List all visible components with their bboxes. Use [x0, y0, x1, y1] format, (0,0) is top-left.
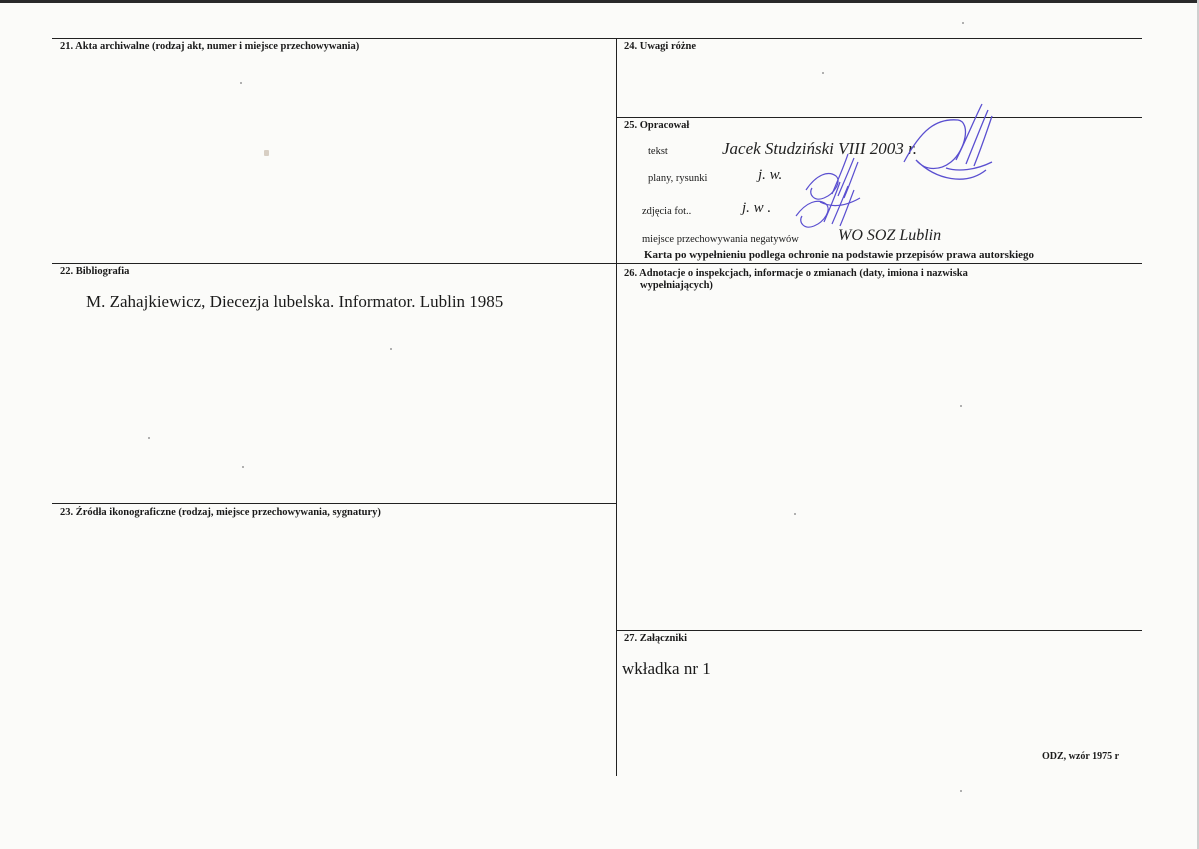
- negatives-label: miejsce przechowywania negatywów: [642, 234, 799, 245]
- section-27-top-rule: [617, 630, 1142, 631]
- author-text-value: Jacek Studziński VIII 2003 r.: [722, 139, 917, 158]
- scan-speck: [962, 22, 964, 24]
- scan-speck: [390, 348, 392, 350]
- negatives-value: WO SOZ Lublin: [838, 227, 942, 244]
- scan-speck: [960, 405, 962, 407]
- section-24-label: 24. Uwagi różne: [624, 41, 697, 52]
- section-25-top-rule: [617, 117, 1142, 118]
- plans-label: plany, rysunki: [648, 173, 708, 184]
- section-23-top-rule: [52, 503, 616, 504]
- author-text-label: tekst: [648, 146, 668, 157]
- attachments-entry: wkładka nr 1: [622, 659, 711, 678]
- copyright-notice: Karta po wypełnieniu podlega ochronie na podstawie przepisów prawa autorskiego: [644, 249, 1035, 261]
- scan-speck: [148, 437, 150, 439]
- scan-speck: [264, 150, 269, 156]
- section-26-label: 26. Adnotacje o inspekcjach, informacje o zmianach (daty, imiona i nazwiska: [624, 268, 968, 279]
- scan-speck: [822, 72, 824, 74]
- section-26-label-continued: wypełniających): [640, 280, 713, 291]
- section-23-label: 23. Źródła ikonograficzne (rodzaj, miejsce przechowywania, sygnatury): [60, 507, 381, 518]
- form-version-footer: ODZ, wzór 1975 r: [1042, 751, 1120, 762]
- scan-edge-top: [0, 0, 1199, 3]
- scan-speck: [242, 466, 244, 468]
- scan-speck: [240, 82, 242, 84]
- section-27-label: 27. Załączniki: [624, 633, 688, 644]
- section-26-top-rule: [617, 263, 1142, 264]
- signature-small-2: [790, 180, 860, 240]
- section-25-label: 25. Opracował: [624, 120, 690, 131]
- section-22-top-rule: [52, 263, 616, 264]
- section-22-label: 22. Bibliografia: [60, 266, 130, 277]
- photos-value: j. w .: [742, 200, 772, 216]
- photos-label: zdjęcia fot..: [642, 206, 692, 217]
- scan-speck: [794, 513, 796, 515]
- scan-speck: [960, 790, 962, 792]
- section-24-top-rule: [617, 38, 1142, 39]
- bibliography-entry: M. Zahajkiewicz, Diecezja lubelska. Informator. Lublin 1985: [86, 292, 504, 311]
- section-21-label: 21. Akta archiwalne (rodzaj akt, numer i miejsce przechowywania): [60, 41, 360, 52]
- center-divider: [616, 38, 617, 776]
- section-21-top-rule: [52, 38, 616, 39]
- signature-large: [896, 100, 1016, 190]
- plans-value: j. w.: [758, 167, 783, 183]
